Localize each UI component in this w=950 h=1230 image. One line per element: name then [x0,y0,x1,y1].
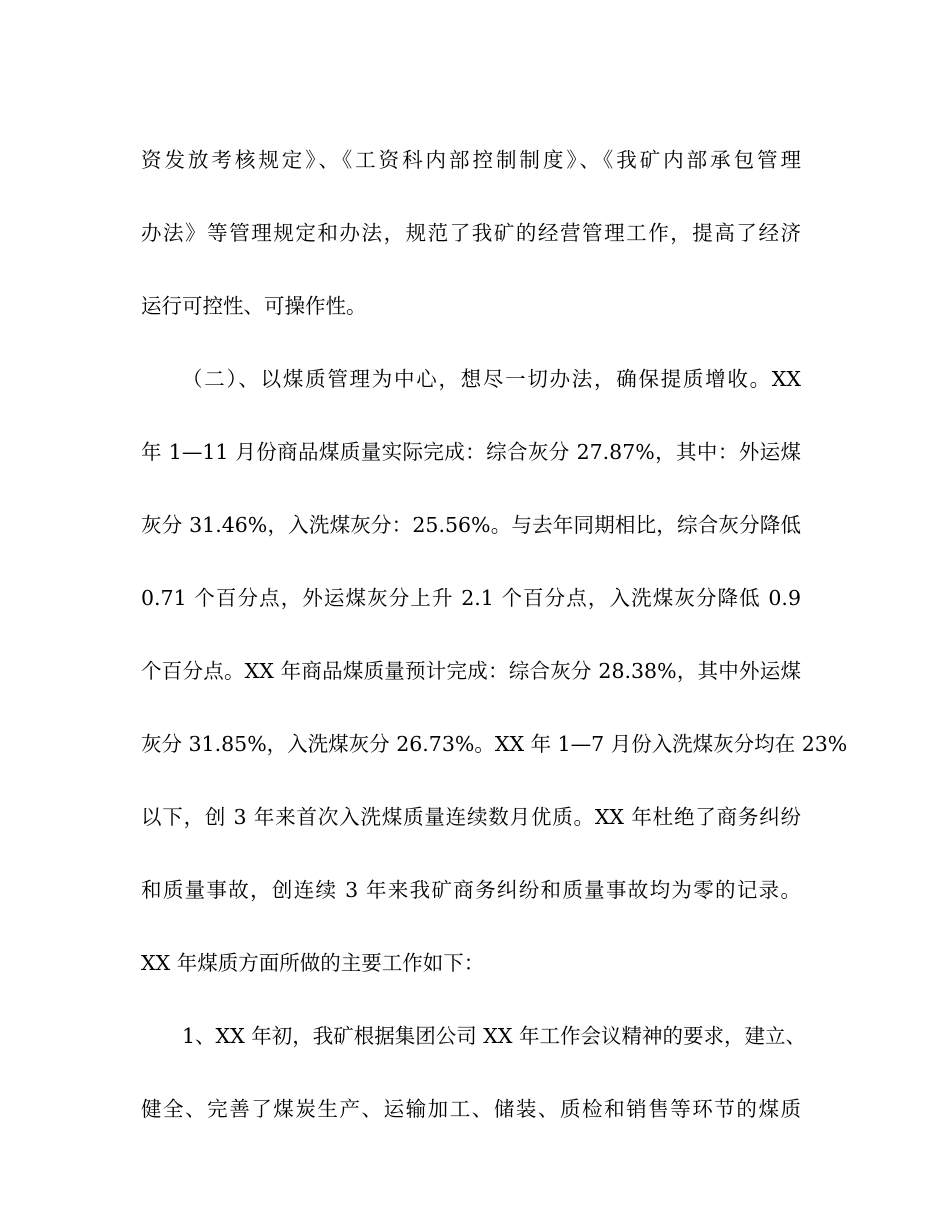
document-body [141,124,848,1146]
text-line-1: 资发放考核规定》、《工资科内部控制制度》、《我矿内部承包管理 [141,148,801,172]
text-line-6: 灰分 31.46%，入洗煤灰分：25.56%。与去年同期相比，综合灰分降低 [141,513,801,537]
text-line-10: 以下，创 3 年来首次入洗煤质量连续数月优质。XX 年杜绝了商务纠纷 [141,805,801,829]
text-line-8: 个百分点。XX 年商品煤质量预计完成：综合灰分 28.38%，其中外运煤 [141,659,801,683]
text-line-13: 1、XX 年初，我矿根据集团公司 XX 年工作会议精神的要求，建立、 [182,1024,806,1048]
text-line-4: （二）、以煤质管理为中心，想尽一切办法，确保提质增收。XX [182,367,801,391]
text-line-7: 0.71 个百分点，外运煤灰分上升 2.1 个百分点，入洗煤灰分降低 0.9 [141,586,801,610]
text-line-5: 年 1—11 月份商品煤质量实际完成：综合灰分 27.87%，其中：外运煤 [141,440,801,464]
text-line-9: 灰分 31.85%，入洗煤灰分 26.73%。XX 年 1—7 月份入洗煤灰分均在 23% [141,732,848,756]
text-line-3: 运行可控性、可操作性。 [141,294,367,318]
text-line-12: XX 年煤质方面所做的主要工作如下： [141,951,485,975]
text-line-2: 办法》等管理规定和办法，规范了我矿的经营管理工作，提高了经济 [141,221,801,245]
text-line-14: 健全、完善了煤炭生产、运输加工、储装、质检和销售等环节的煤质 [141,1097,801,1121]
text-line-11: 和质量事故，创连续 3 年来我矿商务纠纷和质量事故均为零的记录。 [141,878,801,902]
